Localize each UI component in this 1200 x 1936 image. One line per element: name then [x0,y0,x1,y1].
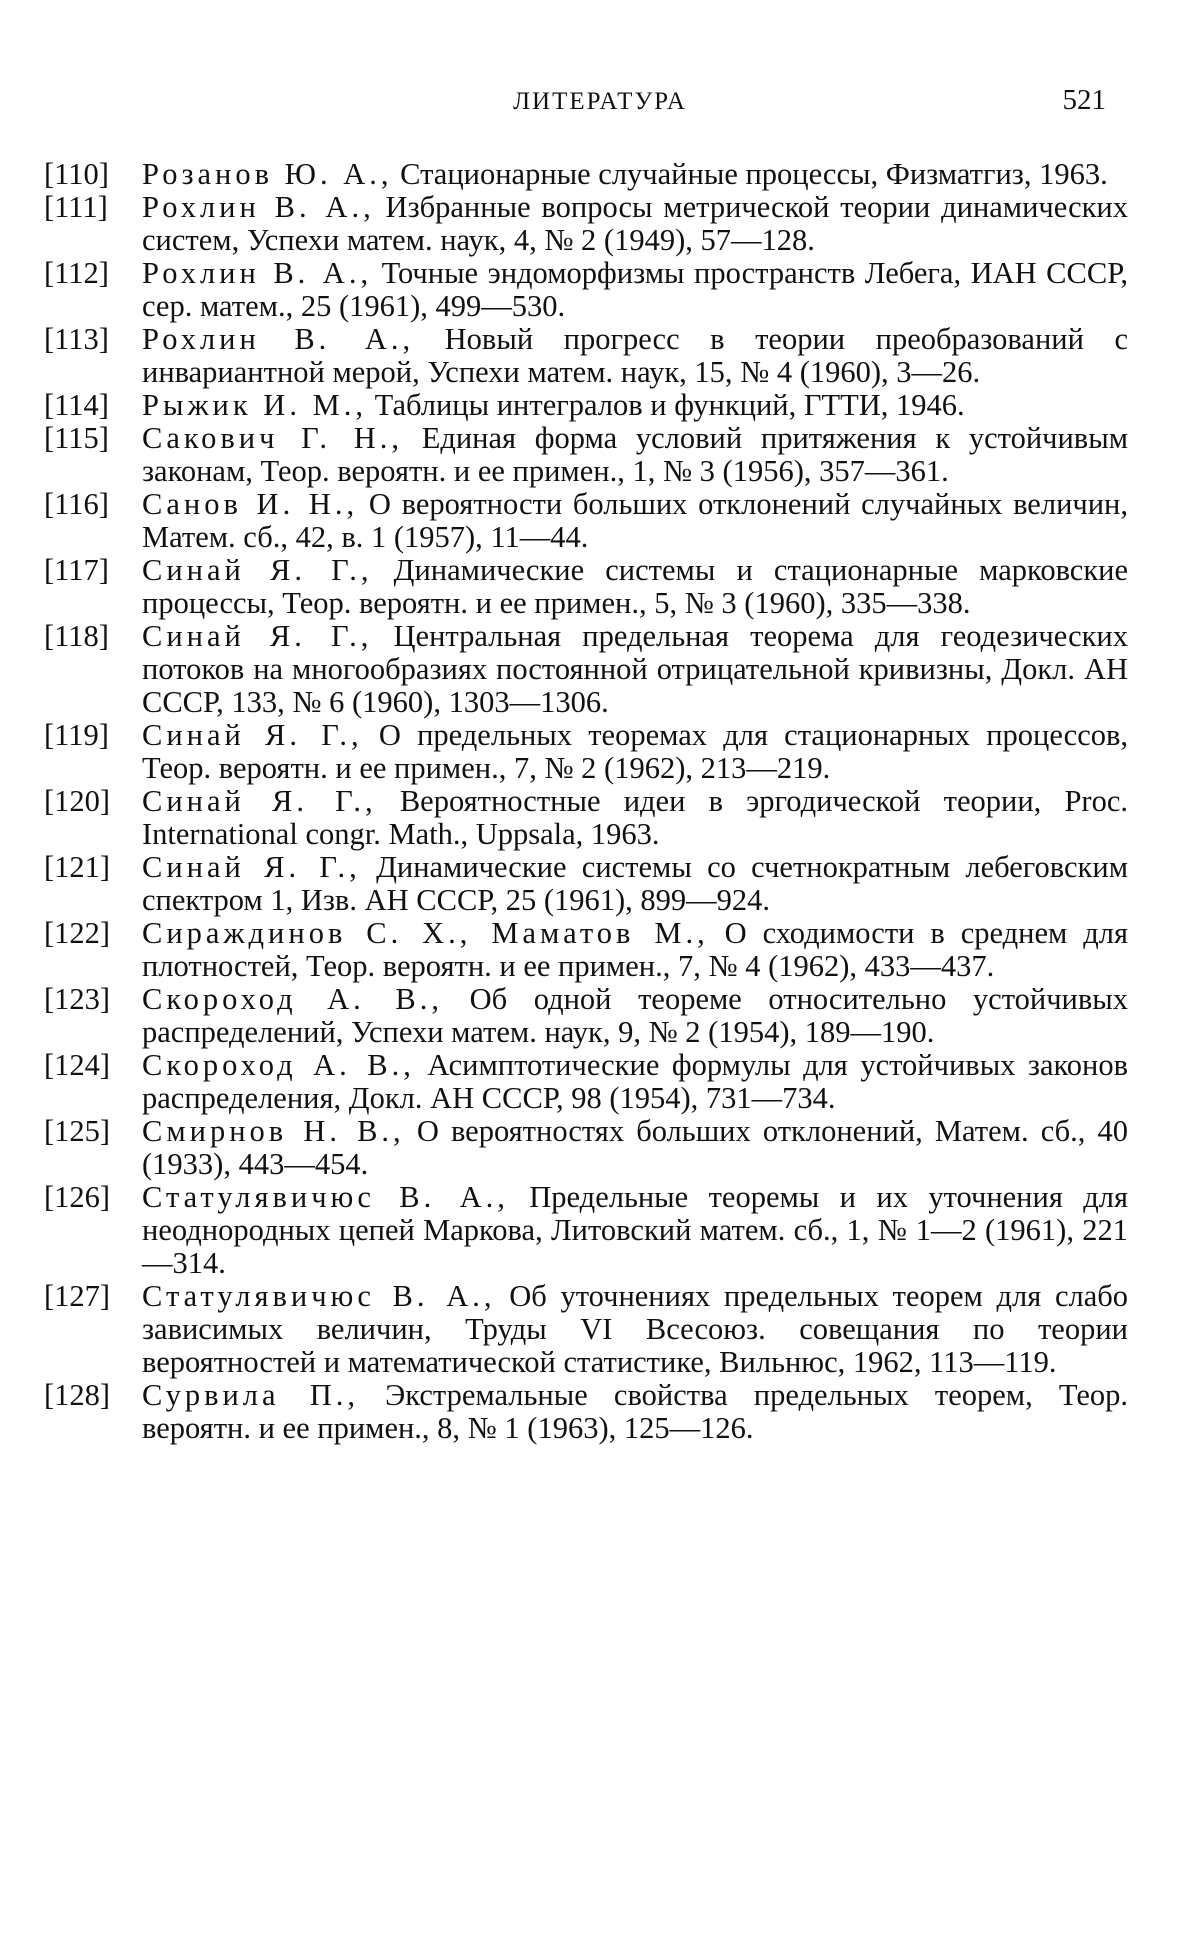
reference-text: О предельных теоремах для стационарных процессов, Теор. вероятн. и ее примен., 7, № 2 (1962), 213—219. [142,718,1129,785]
reference-text: Единая форма условий притяжения к устойчивым законам, Теор. вероятн. и ее примен., 1, № 3 (1956), 357—361. [142,421,1128,488]
reference-entry [44,1181,1128,1280]
reference-text: Экстремальные свойства предельных теорем, Теор. вероятн. и ее примен., 8, № 1 (1963), 125—126. [142,1378,1128,1445]
reference-text: О вероятности больших отклонений случайных величин, Матем. сб., 42, в. 1 (1957), 11—44. [142,487,1128,554]
reference-author: Статулявичюс В. А., [142,1279,496,1313]
reference-text: Об одной теореме относительно устойчивых распределений, Успехи матем. наук, 9, № 2 (1954), 189—190. [142,982,1129,1049]
running-head [0,84,1200,124]
reference-author: Рохлин В. А., [142,256,373,290]
reference-number: [112] [44,256,109,290]
reference-list [44,158,1128,1445]
reference-number: [117] [44,553,109,587]
reference-author: Синай Я. Г., [142,619,373,653]
reference-entry [44,1049,1128,1115]
reference-entry [44,1115,1128,1181]
reference-text: Избранные вопросы метрической теории динамических систем, Успехи матем. наук, 4, № 2 (1949), 57—128. [142,190,1128,257]
reference-entry [44,191,1128,257]
reference-number: [116] [44,487,109,521]
reference-author: Скороход А. В., [142,982,443,1016]
reference-number: [111] [44,190,108,224]
reference-entry [44,917,1128,983]
reference-text: Асимптотические формулы для устойчивых законов распределения, Докл. АН СССР, 98 (1954), 731—734. [142,1048,1129,1115]
reference-author: Синай Я. Г., [142,784,377,818]
reference-entry [44,422,1128,488]
reference-number: [126] [44,1180,111,1214]
reference-author: Розанов Ю. А., [142,157,393,191]
reference-number: [128] [44,1378,111,1412]
reference-entry [44,1379,1128,1445]
reference-number: [114] [44,388,109,422]
reference-entry [44,389,1128,422]
reference-entry [44,851,1128,917]
reference-number: [118] [44,619,109,653]
reference-entry [44,785,1128,851]
reference-author: Скороход А. В., [142,1048,415,1082]
reference-author: Смирнов Н. В., [142,1114,405,1148]
reference-number: [122] [44,916,111,950]
reference-author: Статулявичюс В. А., [142,1180,509,1214]
page-number: 521 [1062,84,1106,116]
reference-text: Предельные теоремы и их уточнения для неоднородных цепей Маркова, Литовский матем. сб., 1, № 1—2 (1961), 221—314. [142,1180,1128,1280]
reference-author: Синай Я. Г., [142,850,361,884]
reference-number: [121] [44,850,111,884]
reference-number: [120] [44,784,111,818]
reference-text: Динамические системы со счетнократным лебеговским спектром 1, Изв. АН СССР, 25 (1961), 899—924. [142,850,1128,917]
reference-author: Рохлин В. А., [142,190,375,224]
reference-author: Санов И. Н., [142,487,359,521]
reference-number: [123] [44,982,111,1016]
reference-entry [44,620,1128,719]
reference-number: [113] [44,322,109,356]
reference-number: [110] [44,157,109,191]
reference-number: [115] [44,421,109,455]
reference-author: Рохлин В. А., [142,322,415,356]
reference-entry [44,983,1128,1049]
reference-entry [44,554,1128,620]
section-title: ЛИТЕРАТУРА [513,88,687,115]
reference-number: [119] [44,718,109,752]
reference-text: Стационарные случайные процессы, Физматгиз, 1963. [400,157,1108,191]
reference-number: [125] [44,1114,111,1148]
reference-entry [44,719,1128,785]
reference-text: Центральная предельная теорема для геодезических потоков на многообразиях постоянной отрицательной кривизны, Докл. АН СССР, 133, № 6 (1960), 1303—1306. [142,619,1129,719]
reference-text: Вероятностные идеи в эргодической теории, Proc. International congr. Math., Uppsala, 1963. [142,784,1129,851]
reference-text: Динамические системы и стационарные марковские процессы, Теор. вероятн. и ее примен., 5, № 3 (1960), 335—338. [142,553,1129,620]
reference-entry [44,488,1128,554]
reference-entry [44,257,1128,323]
reference-author: Сурвила П., [142,1378,359,1412]
reference-number: [124] [44,1048,111,1082]
reference-text: О вероятностях больших отклонений, Матем. сб., 40 (1933), 443—454. [142,1114,1128,1181]
reference-text: Новый прогресс в теории преобразований с инвариантной мерой, Успехи матем. наук, 15, № 4 (1960), 3—26. [142,322,1128,389]
reference-author: Рыжик И. М., [142,388,367,422]
reference-author: Синай Я. Г., [142,553,373,587]
reference-text: Об уточнениях предельных теорем для слабо зависимых величин, Труды VI Всесоюз. совещания по теории вероятностей и математической статистике, Вильнюс, 1962, 113—119. [142,1279,1129,1379]
reference-text: О сходимости в среднем для плотностей, Теор. вероятн. и ее примен., 7, № 4 (1962), 433—437. [142,916,1129,983]
reference-entry [44,158,1128,191]
reference-text: Таблицы интегралов и функций, ГТТИ, 1946. [374,388,965,422]
reference-author: Сакович Г. Н., [142,421,403,455]
reference-entry [44,323,1128,389]
reference-author: Сираждинов С. Х., Маматов М., [142,916,709,950]
reference-entry [44,1280,1128,1379]
reference-author: Синай Я. Г., [142,718,363,752]
reference-number: [127] [44,1279,111,1313]
reference-text: Точные эндоморфизмы пространств Лебега, ИАН СССР, сер. матем., 25 (1961), 499—530. [142,256,1128,323]
